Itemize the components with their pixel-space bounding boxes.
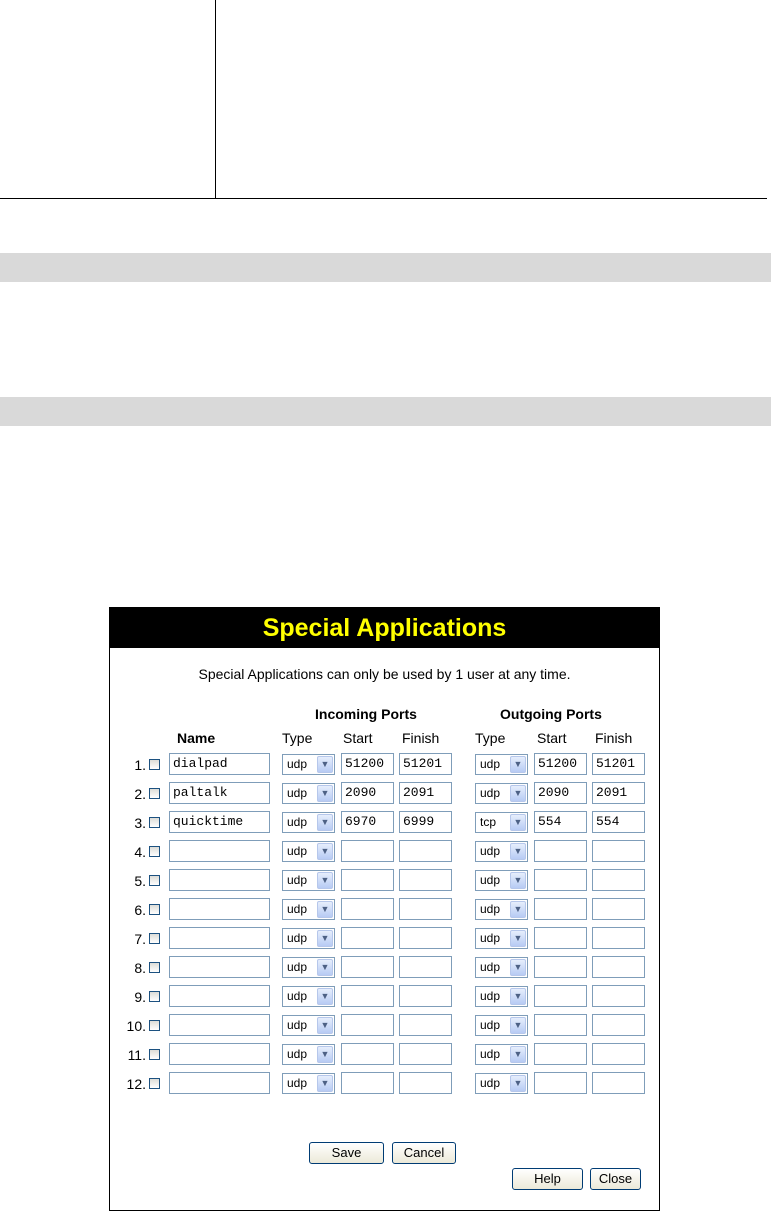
- outgoing-start-input[interactable]: 2090: [534, 782, 587, 804]
- name-input[interactable]: [169, 956, 270, 978]
- cancel-button[interactable]: Cancel: [392, 1142, 456, 1164]
- incoming-type-select[interactable]: [282, 1073, 335, 1094]
- incoming-type-value: udp: [287, 844, 308, 858]
- incoming-type-value: udp: [287, 1018, 308, 1032]
- incoming-start-input[interactable]: 2090: [341, 782, 394, 804]
- name-input[interactable]: [169, 927, 270, 949]
- row-number: 9.: [134, 989, 146, 1005]
- incoming-type-value: udp: [287, 757, 308, 771]
- chevron-down-icon[interactable]: ▼: [510, 1075, 526, 1092]
- chevron-down-icon[interactable]: ▼: [510, 843, 526, 860]
- row-number: 8.: [134, 960, 146, 976]
- incoming-finish-input[interactable]: [399, 1043, 452, 1065]
- row-number: 10.: [126, 1018, 146, 1034]
- chevron-down-icon[interactable]: ▼: [510, 814, 526, 831]
- top-horizontal-divider: [0, 198, 767, 199]
- outgoing-type-value: udp: [480, 757, 501, 771]
- outgoing-type-value: udp: [480, 902, 501, 916]
- chevron-down-icon[interactable]: ▼: [317, 988, 333, 1005]
- incoming-type-select[interactable]: [282, 1015, 335, 1036]
- table-row: [110, 869, 659, 893]
- row-enable-checkbox[interactable]: [149, 1078, 160, 1089]
- row-enable-checkbox[interactable]: [149, 904, 160, 915]
- outgoing-start-input[interactable]: [534, 869, 587, 891]
- outgoing-type-select[interactable]: [475, 957, 528, 978]
- outgoing-finish-input[interactable]: 2091: [592, 782, 645, 804]
- outgoing-finish-input[interactable]: 51201: [592, 753, 645, 775]
- incoming-type-value: udp: [287, 989, 308, 1003]
- incoming-type-select[interactable]: [282, 812, 335, 833]
- outgoing-type-select[interactable]: [475, 1015, 528, 1036]
- table-row: [110, 985, 659, 1009]
- incoming-start-input[interactable]: [341, 1014, 394, 1036]
- incoming-type-select[interactable]: [282, 841, 335, 862]
- outgoing-start-input[interactable]: [534, 985, 587, 1007]
- outgoing-type-select[interactable]: [475, 841, 528, 862]
- incoming-start-input[interactable]: [341, 869, 394, 891]
- row-number: 2.: [134, 786, 146, 802]
- row-enable-checkbox[interactable]: [149, 788, 160, 799]
- outgoing-type-select[interactable]: [475, 870, 528, 891]
- name-input[interactable]: [169, 898, 270, 920]
- incoming-type-select[interactable]: [282, 754, 335, 775]
- name-input[interactable]: [169, 869, 270, 891]
- incoming-finish-input[interactable]: [399, 1072, 452, 1094]
- chevron-down-icon[interactable]: ▼: [317, 814, 333, 831]
- table-row: [110, 782, 659, 806]
- dialog-title: Special Applications: [110, 608, 659, 648]
- row-enable-checkbox[interactable]: [149, 1049, 160, 1060]
- outgoing-finish-input[interactable]: 554: [592, 811, 645, 833]
- outgoing-finish-input[interactable]: [592, 1043, 645, 1065]
- name-input[interactable]: dialpad: [169, 753, 270, 775]
- outgoing-type-value: udp: [480, 786, 501, 800]
- outgoing-start-input[interactable]: [534, 1072, 587, 1094]
- name-input[interactable]: [169, 840, 270, 862]
- table-row: [110, 956, 659, 980]
- chevron-down-icon[interactable]: ▼: [510, 901, 526, 918]
- outgoing-finish-input[interactable]: [592, 840, 645, 862]
- incoming-finish-input[interactable]: [399, 956, 452, 978]
- outgoing-finish-input[interactable]: [592, 1072, 645, 1094]
- incoming-start-input[interactable]: [341, 1043, 394, 1065]
- incoming-start-input[interactable]: [341, 840, 394, 862]
- outgoing-type-select[interactable]: [475, 754, 528, 775]
- outgoing-start-input[interactable]: [534, 898, 587, 920]
- outgoing-finish-input[interactable]: [592, 898, 645, 920]
- chevron-down-icon[interactable]: ▼: [510, 756, 526, 773]
- help-button[interactable]: Help: [512, 1168, 583, 1190]
- chevron-down-icon[interactable]: ▼: [317, 959, 333, 976]
- incoming-type-value: udp: [287, 902, 308, 916]
- incoming-type-header: Type: [282, 730, 313, 746]
- name-input[interactable]: quicktime: [169, 811, 270, 833]
- close-button[interactable]: Close: [590, 1168, 641, 1190]
- chevron-down-icon[interactable]: ▼: [317, 1046, 333, 1063]
- name-column-header: Name: [177, 730, 216, 746]
- incoming-finish-input[interactable]: [399, 927, 452, 949]
- save-button[interactable]: Save: [309, 1142, 384, 1164]
- incoming-finish-input[interactable]: [399, 840, 452, 862]
- table-row: [110, 1014, 659, 1038]
- outgoing-type-value: udp: [480, 960, 501, 974]
- row-enable-checkbox[interactable]: [149, 962, 160, 973]
- table-row: [110, 840, 659, 864]
- incoming-ports-label: Incoming Ports: [315, 706, 417, 722]
- name-input[interactable]: [169, 1014, 270, 1036]
- outgoing-finish-input[interactable]: [592, 1014, 645, 1036]
- incoming-type-value: udp: [287, 815, 308, 829]
- row-enable-checkbox[interactable]: [149, 1020, 160, 1031]
- table-row: [110, 927, 659, 951]
- row-number: 5.: [134, 873, 146, 889]
- table-row: [110, 753, 659, 777]
- outgoing-start-header: Start: [537, 730, 567, 746]
- incoming-start-input[interactable]: 6970: [341, 811, 394, 833]
- outgoing-type-header: Type: [475, 730, 506, 746]
- chevron-down-icon[interactable]: ▼: [510, 1017, 526, 1034]
- incoming-start-input[interactable]: [341, 898, 394, 920]
- name-input[interactable]: [169, 1043, 270, 1065]
- incoming-finish-header: Finish: [402, 730, 440, 746]
- outgoing-type-value: udp: [480, 1076, 501, 1090]
- incoming-type-select[interactable]: [282, 870, 335, 891]
- incoming-start-input[interactable]: [341, 1072, 394, 1094]
- outgoing-type-value: tcp: [480, 815, 497, 829]
- top-vertical-divider: [215, 0, 216, 198]
- outgoing-type-value: udp: [480, 844, 501, 858]
- incoming-type-value: udp: [287, 960, 308, 974]
- chevron-down-icon[interactable]: ▼: [317, 785, 333, 802]
- row-enable-checkbox[interactable]: [149, 991, 160, 1002]
- outgoing-type-select[interactable]: [475, 812, 528, 833]
- outgoing-start-input[interactable]: [534, 840, 587, 862]
- incoming-start-input[interactable]: 51200: [341, 753, 394, 775]
- incoming-finish-input[interactable]: [399, 1014, 452, 1036]
- row-number: 4.: [134, 844, 146, 860]
- incoming-start-header: Start: [343, 730, 373, 746]
- row-enable-checkbox[interactable]: [149, 846, 160, 857]
- outgoing-start-input[interactable]: [534, 956, 587, 978]
- special-applications-dialog: [109, 607, 660, 1211]
- row-number: 12.: [126, 1076, 146, 1092]
- row-enable-checkbox[interactable]: [149, 817, 160, 828]
- incoming-finish-input[interactable]: [399, 869, 452, 891]
- row-number: 3.: [134, 815, 146, 831]
- incoming-type-select[interactable]: [282, 899, 335, 920]
- incoming-start-input[interactable]: [341, 927, 394, 949]
- table-row: [110, 898, 659, 922]
- outgoing-finish-input[interactable]: [592, 927, 645, 949]
- incoming-type-value: udp: [287, 873, 308, 887]
- outgoing-finish-input[interactable]: [592, 985, 645, 1007]
- chevron-down-icon[interactable]: ▼: [317, 756, 333, 773]
- incoming-finish-input[interactable]: 6999: [399, 811, 452, 833]
- chevron-down-icon[interactable]: ▼: [510, 1046, 526, 1063]
- row-number: 7.: [134, 931, 146, 947]
- chevron-down-icon[interactable]: ▼: [510, 872, 526, 889]
- incoming-start-input[interactable]: [341, 985, 394, 1007]
- outgoing-type-value: udp: [480, 1018, 501, 1032]
- outgoing-start-input[interactable]: [534, 1014, 587, 1036]
- incoming-type-select[interactable]: [282, 1044, 335, 1065]
- table-row: [110, 1043, 659, 1067]
- incoming-finish-input[interactable]: 51201: [399, 753, 452, 775]
- chevron-down-icon[interactable]: ▼: [317, 901, 333, 918]
- row-number: 6.: [134, 902, 146, 918]
- section-band-2: [0, 397, 771, 426]
- chevron-down-icon[interactable]: ▼: [317, 1075, 333, 1092]
- table-row: [110, 1072, 659, 1096]
- name-input[interactable]: paltalk: [169, 782, 270, 804]
- outgoing-type-select[interactable]: [475, 1044, 528, 1065]
- chevron-down-icon[interactable]: ▼: [317, 872, 333, 889]
- chevron-down-icon[interactable]: ▼: [317, 843, 333, 860]
- chevron-down-icon[interactable]: ▼: [510, 988, 526, 1005]
- outgoing-type-value: udp: [480, 873, 501, 887]
- row-number: 11.: [127, 1047, 146, 1063]
- incoming-type-value: udp: [287, 1047, 308, 1061]
- row-enable-checkbox[interactable]: [149, 933, 160, 944]
- row-enable-checkbox[interactable]: [149, 759, 160, 770]
- incoming-start-input[interactable]: [341, 956, 394, 978]
- incoming-type-select[interactable]: [282, 986, 335, 1007]
- incoming-finish-input[interactable]: [399, 985, 452, 1007]
- outgoing-type-select[interactable]: [475, 928, 528, 949]
- row-enable-checkbox[interactable]: [149, 875, 160, 886]
- dialog-subtitle: Special Applications can only be used by 1 user at any time.: [198, 666, 571, 682]
- outgoing-finish-input[interactable]: [592, 956, 645, 978]
- incoming-finish-input[interactable]: 2091: [399, 782, 452, 804]
- chevron-down-icon[interactable]: ▼: [510, 959, 526, 976]
- incoming-type-select[interactable]: [282, 928, 335, 949]
- incoming-type-select[interactable]: [282, 957, 335, 978]
- outgoing-type-value: udp: [480, 931, 501, 945]
- chevron-down-icon[interactable]: ▼: [317, 1017, 333, 1034]
- chevron-down-icon[interactable]: ▼: [317, 930, 333, 947]
- outgoing-type-value: udp: [480, 989, 501, 1003]
- outgoing-type-value: udp: [480, 1047, 501, 1061]
- incoming-type-value: udp: [287, 931, 308, 945]
- outgoing-type-select[interactable]: [475, 986, 528, 1007]
- incoming-type-value: udp: [287, 786, 308, 800]
- outgoing-ports-label: Outgoing Ports: [500, 706, 602, 722]
- outgoing-start-input[interactable]: 554: [534, 811, 587, 833]
- outgoing-finish-header: Finish: [595, 730, 633, 746]
- name-input[interactable]: [169, 1072, 270, 1094]
- outgoing-type-select[interactable]: [475, 783, 528, 804]
- table-row: [110, 811, 659, 835]
- outgoing-type-select[interactable]: [475, 899, 528, 920]
- chevron-down-icon[interactable]: ▼: [510, 930, 526, 947]
- section-band-1: [0, 253, 771, 282]
- name-input[interactable]: [169, 985, 270, 1007]
- outgoing-start-input[interactable]: 51200: [534, 753, 587, 775]
- row-number: 1.: [134, 757, 146, 773]
- incoming-finish-input[interactable]: [399, 898, 452, 920]
- outgoing-finish-input[interactable]: [592, 869, 645, 891]
- outgoing-start-input[interactable]: [534, 927, 587, 949]
- outgoing-type-select[interactable]: [475, 1073, 528, 1094]
- chevron-down-icon[interactable]: ▼: [510, 785, 526, 802]
- incoming-type-select[interactable]: [282, 783, 335, 804]
- incoming-type-value: udp: [287, 1076, 308, 1090]
- outgoing-start-input[interactable]: [534, 1043, 587, 1065]
